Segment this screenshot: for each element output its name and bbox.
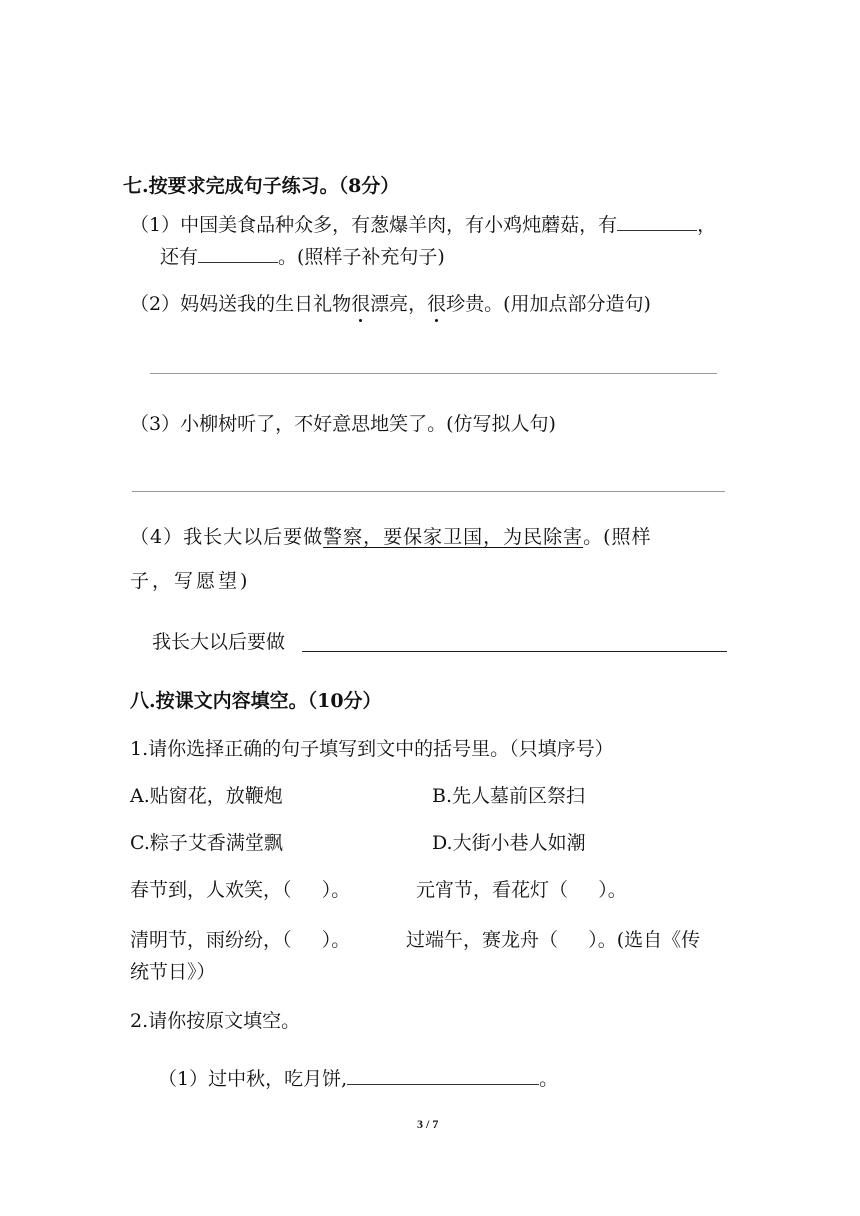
option-c: C.粽子艾香满堂飘 [130, 832, 283, 854]
page-number: 3 / 7 [417, 1117, 439, 1131]
q1-line2 [160, 244, 445, 269]
fill1-suffix: 。 [539, 1068, 559, 1090]
q4-line2: 子，写愿望) [130, 570, 251, 592]
task1-instruction: 1.请你选择正确的句子填写到文中的括号里。（只填序号） [130, 738, 614, 760]
section7-title: 七.按要求完成句子练习。（8分） [123, 175, 400, 197]
q1-blank1[interactable] [617, 212, 697, 231]
q1-part3: 有小鸡炖蘑菇，有 [465, 214, 618, 236]
q1-line2-suffix: 。(照样子补充句子) [278, 246, 445, 268]
q2-part3: 珍贵。(用加点部分造句) [446, 293, 651, 315]
q3-answer-line[interactable] [132, 491, 725, 492]
q4-line1 [130, 525, 652, 549]
fill1-blank[interactable] [347, 1066, 539, 1085]
q4-part1: （4）我长大以后要做 [130, 526, 324, 548]
q2-answer-line[interactable] [150, 373, 717, 374]
q4-answer-line[interactable] [302, 651, 727, 652]
q2-part2: 漂亮， [370, 293, 428, 315]
q4-part2: 。(照样 [583, 526, 652, 548]
q2-dotted-1: 很 [351, 293, 371, 315]
q1-part1: （1）中国美食品种众多， [130, 214, 352, 236]
q1-blank2[interactable] [198, 244, 278, 263]
dragonboat-line: 过端午，赛龙舟（ ）。(选自《传 [406, 929, 701, 951]
q1-line2-prefix: 还有 [160, 246, 199, 268]
q3-line: （3）小柳树听了，不好意思地笑了。(仿写拟人句) [130, 413, 556, 435]
fill1-line [158, 1066, 558, 1091]
spring-festival-line: 春节到，人欢笑，（ ）。 [130, 879, 351, 901]
q2-part1: （2）妈妈送我的生日礼物 [130, 293, 352, 315]
fill1-prefix: （1）过中秋，吃月饼, [158, 1068, 348, 1090]
q4-answer-prefix: 我长大以后要做 [152, 631, 286, 653]
q4-underlined-example: 警察，要保家卫国，为民除害 [323, 526, 584, 548]
section8-title: 八.按课文内容填空。（10分） [130, 690, 382, 712]
option-d: D.大街小巷人如潮 [432, 832, 586, 854]
q1-part2: 有葱爆羊肉， [351, 214, 466, 236]
q1-line1 [130, 212, 716, 237]
q1-part4: ， [697, 214, 717, 236]
q2-dotted-2: 很 [427, 293, 447, 315]
source-note: 统节日》） [130, 961, 216, 983]
task2-instruction: 2.请你按原文填空。 [130, 1010, 301, 1032]
option-a: A.贴窗花，放鞭炮 [130, 785, 283, 807]
qingming-line: 清明节，雨纷纷，（ ）。 [130, 929, 351, 951]
option-b: B.先人墓前区祭扫 [432, 785, 586, 807]
lantern-festival-line: 元宵节，看花灯（ ）。 [416, 879, 627, 901]
q2-line [130, 292, 651, 316]
